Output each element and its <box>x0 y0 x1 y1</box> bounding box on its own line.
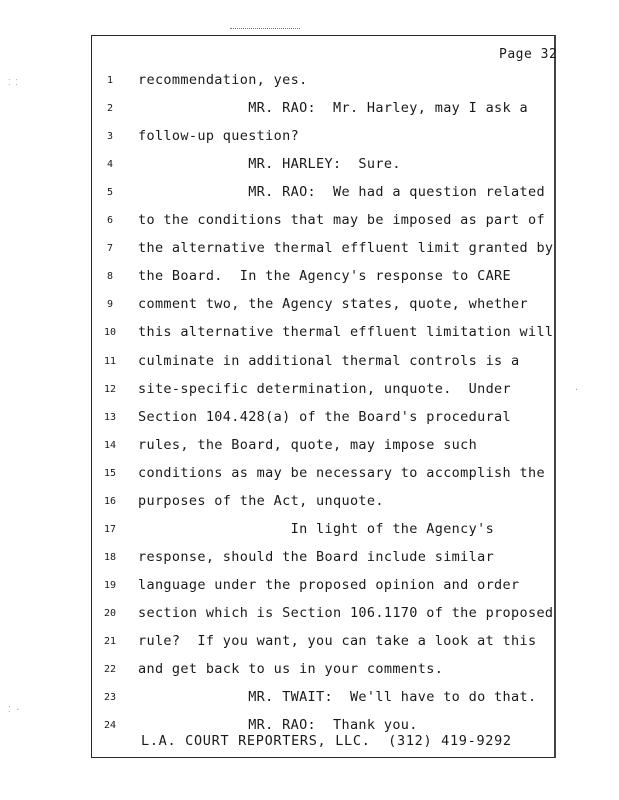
transcript-line <box>0 493 619 513</box>
transcript-line <box>0 661 619 681</box>
line-text: MR. RAO: We had a question related <box>138 184 545 201</box>
transcript-line <box>0 240 619 260</box>
line-text: follow-up question? <box>138 128 300 145</box>
line-text: rules, the Board, quote, may impose such <box>138 436 478 453</box>
line-number: 8 <box>106 271 114 283</box>
line-text: section which is Section 106.1170 of the proposed <box>138 604 554 621</box>
line-number: 18 <box>103 551 117 563</box>
transcript-line <box>0 437 619 457</box>
line-number: 7 <box>106 243 114 255</box>
line-text: language under the proposed opinion and order <box>138 576 520 593</box>
line-number: 9 <box>106 299 114 311</box>
scan-artifact-left-top: ⁚ ⁚ <box>8 78 18 87</box>
transcript-line <box>0 381 619 401</box>
line-text: MR. HARLEY: Sure. <box>138 156 401 173</box>
line-text: the Board. In the Agency's response to CARE <box>138 268 512 285</box>
transcript-line <box>0 268 619 288</box>
transcript-line <box>0 689 619 709</box>
line-number: 20 <box>103 607 117 619</box>
line-text: to the conditions that may be imposed as part of <box>138 212 545 229</box>
line-text: conditions as may be necessary to accomplish the <box>138 464 545 481</box>
line-text: In light of the Agency's <box>138 520 495 537</box>
line-number: 15 <box>103 467 117 479</box>
line-number: 11 <box>103 355 117 367</box>
scan-artifact-right: · <box>574 385 579 394</box>
line-number: 3 <box>106 131 114 143</box>
transcript-line <box>0 605 619 625</box>
line-text: this alternative thermal effluent limitation will <box>138 324 554 341</box>
line-number: 16 <box>103 495 117 507</box>
line-text: culminate in additional thermal controls is a <box>138 352 520 369</box>
line-number: 4 <box>106 159 114 171</box>
line-number: 23 <box>103 692 117 704</box>
line-text: MR. TWAIT: We'll have to do that. <box>138 689 537 706</box>
line-number: 21 <box>103 636 117 647</box>
line-text: recommendation, yes. <box>138 72 308 88</box>
line-number: 5 <box>106 187 114 199</box>
scan-artifact-top <box>230 28 300 32</box>
transcript-line <box>0 633 619 653</box>
line-text: MR. RAO: Mr. Harley, may I ask a <box>138 100 528 117</box>
line-text: MR. RAO: Thank you. <box>138 717 418 734</box>
line-number: 19 <box>103 579 117 591</box>
transcript-line <box>0 156 619 176</box>
page-number: Page 32 <box>499 47 558 62</box>
transcript-line <box>0 184 619 204</box>
line-number: 1 <box>106 75 114 86</box>
transcript-line <box>0 549 619 569</box>
transcript-line <box>0 521 619 541</box>
line-number: 14 <box>103 439 117 451</box>
line-number: 2 <box>106 103 114 115</box>
line-text: response, should the Board include similar <box>138 548 495 565</box>
line-number: 6 <box>106 215 114 227</box>
line-text: comment two, the Agency states, quote, whether <box>138 296 528 313</box>
transcript-line <box>0 324 619 344</box>
line-text: site-specific determination, unquote. Under <box>138 380 512 397</box>
line-number: 17 <box>103 523 117 535</box>
line-text: purposes of the Act, unquote. <box>138 492 384 509</box>
transcript-line <box>0 577 619 597</box>
transcript-line <box>0 465 619 485</box>
line-text: and get back to us in your comments. <box>138 661 444 678</box>
line-number: 13 <box>103 411 117 423</box>
transcript-line <box>0 409 619 429</box>
line-number: 12 <box>103 383 117 395</box>
line-text: the alternative thermal effluent limit granted by <box>138 240 554 257</box>
transcript-line <box>0 353 619 373</box>
court-reporter-footer: L.A. COURT REPORTERS, LLC. (312) 419-9292 <box>141 733 512 749</box>
transcript-line <box>0 72 619 92</box>
scan-artifact-left-bottom: ⁚ · <box>8 705 21 714</box>
line-number: 24 <box>103 720 117 732</box>
transcript-line <box>0 296 619 316</box>
line-text: Section 104.428(a) of the Board's procedural <box>138 408 512 425</box>
transcript-line <box>0 212 619 232</box>
line-number: 22 <box>103 664 117 676</box>
line-text: rule? If you want, you can take a look at this <box>138 633 537 649</box>
transcript-line <box>0 100 619 120</box>
transcript-line <box>0 128 619 148</box>
line-number: 10 <box>103 327 117 339</box>
